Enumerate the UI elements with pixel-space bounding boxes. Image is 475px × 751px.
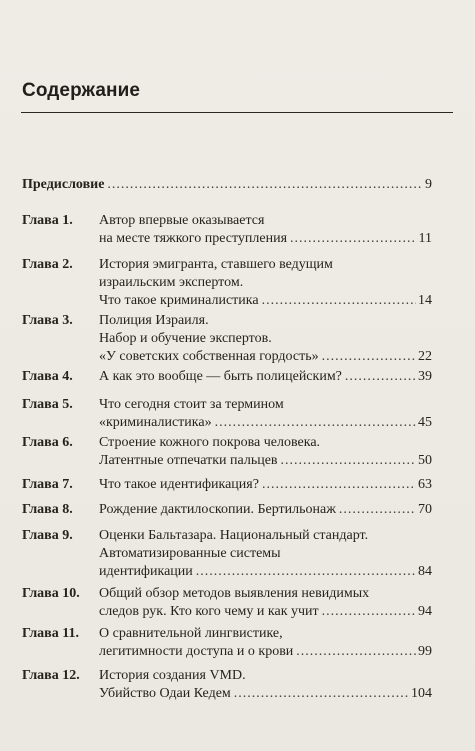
chapter-label: Глава 6. (22, 435, 73, 450)
page-number: 70 (418, 502, 432, 517)
dot-leader (196, 563, 416, 581)
entry-title: Предисловие (22, 177, 105, 192)
entry-title-line: Убийство Одаи Кедем (99, 686, 231, 701)
dot-leader (215, 414, 416, 432)
dot-leader (262, 292, 416, 310)
title-rule (21, 112, 453, 113)
entry-title-line: История создания VMD. (99, 668, 246, 683)
entry-title-line: Что такое идентификация? (99, 477, 259, 492)
entry-title-line: Набор и обучение экспертов. (99, 331, 272, 346)
dot-leader (107, 176, 423, 194)
chapter-label: Глава 4. (22, 369, 73, 384)
entry-title-line: Что сегодня стоит за термином (99, 397, 284, 412)
page-number: 99 (418, 644, 432, 659)
toc-entry-chapter-3[interactable] (22, 312, 432, 366)
entry-title-line: израильским экспертом. (99, 275, 244, 290)
entry-title-line: А как это вообще — быть полицейским? (99, 369, 342, 384)
dot-leader (290, 230, 416, 248)
entry-title-line: «У советских собственная гордость» (99, 349, 319, 364)
toc-entry-chapter-11[interactable] (22, 625, 432, 661)
toc-entry-chapter-4[interactable] (22, 368, 432, 386)
toc-entry-chapter-9[interactable] (22, 527, 432, 581)
page-number: 45 (418, 415, 432, 430)
page-number: 94 (418, 604, 432, 619)
chapter-label: Глава 7. (22, 477, 73, 492)
page-number: 22 (418, 349, 432, 364)
dot-leader (345, 368, 416, 386)
entry-title-line: легитимности доступа и о крови (99, 644, 294, 659)
entry-title-line: на месте тяжкого преступления (99, 231, 288, 246)
page-number: 14 (418, 293, 432, 308)
page-number: 39 (418, 369, 432, 384)
entry-title-line: Автор впервые оказывается (99, 213, 265, 228)
toc-entry-chapter-2[interactable] (22, 256, 432, 310)
toc-entry-chapter-1[interactable] (22, 212, 432, 248)
dot-leader (296, 643, 416, 661)
toc-entry-chapter-12[interactable] (22, 667, 432, 703)
chapter-label: Глава 10. (22, 586, 80, 601)
entry-title-line: История эмигранта, ставшего ведущим (99, 257, 333, 272)
entry-title-line: Общий обзор методов выявления невидимых (99, 586, 370, 601)
chapter-label: Глава 2. (22, 257, 73, 272)
page-number: 84 (418, 564, 432, 579)
page-number: 11 (418, 231, 432, 246)
entry-title-line: Полиция Израиля. (99, 313, 209, 328)
entry-title-line: следов рук. Кто кого чему и как учит (99, 604, 319, 619)
toc-entry-chapter-7[interactable] (22, 476, 432, 494)
toc-entry-chapter-8[interactable] (22, 501, 432, 519)
chapter-label: Глава 9. (22, 528, 73, 543)
dot-leader (339, 501, 416, 519)
chapter-label: Глава 11. (22, 626, 79, 641)
entry-title-line: Латентные отпечатки пальцев (99, 453, 278, 468)
entry-title-line: идентификации (99, 564, 193, 579)
dot-leader (322, 348, 416, 366)
dot-leader (262, 476, 416, 494)
entry-title-line: Что такое криминалистика (99, 293, 259, 308)
page-number: 104 (411, 686, 432, 701)
toc-entry-chapter-5[interactable] (22, 396, 432, 432)
dot-leader (281, 452, 416, 470)
entry-title-line: «криминалистика» (99, 415, 212, 430)
page-number: 50 (418, 453, 432, 468)
chapter-label: Глава 3. (22, 313, 73, 328)
toc-entry-chapter-10[interactable] (22, 585, 432, 621)
entry-title-line: Строение кожного покрова человека. (99, 435, 321, 450)
chapter-label: Глава 1. (22, 213, 73, 228)
page-number: 9 (425, 177, 432, 192)
page-number: 63 (418, 477, 432, 492)
chapter-label: Глава 8. (22, 502, 73, 517)
chapter-label: Глава 12. (22, 668, 80, 683)
entry-title-line: О сравнительной лингвистике, (99, 626, 283, 641)
toc-entry-preface[interactable] (22, 176, 432, 194)
entry-title-line: Автоматизированные системы (99, 546, 281, 561)
chapter-label: Глава 5. (22, 397, 73, 412)
dot-leader (322, 603, 416, 621)
entry-title-line: Рождение дактилоскопии. Бертильонаж (99, 502, 336, 517)
toc-entry-chapter-6[interactable] (22, 434, 432, 470)
entry-title-line: Оценки Бальтазара. Национальный стандарт. (99, 528, 369, 543)
page-title: Содержание (22, 80, 141, 101)
dot-leader (234, 685, 409, 703)
